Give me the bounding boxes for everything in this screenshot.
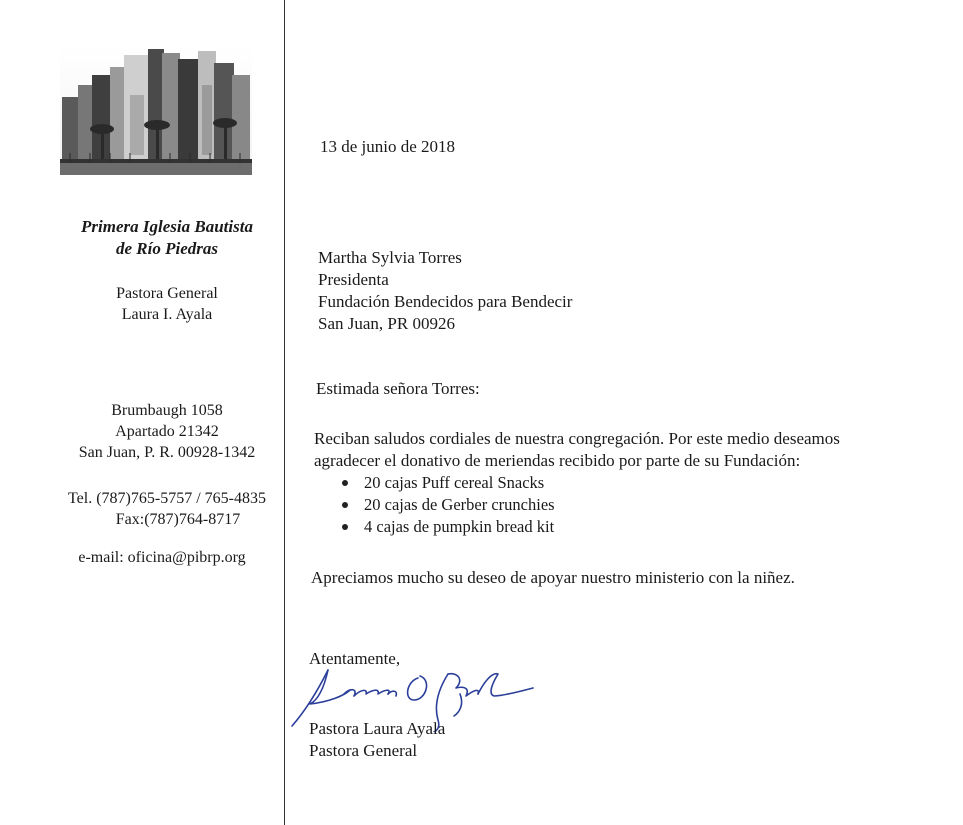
sign-off: Atentamente, bbox=[309, 649, 401, 668]
church-name-line1: Primera Iglesia Bautista bbox=[81, 217, 253, 236]
email: e-mail: oficina@pibrp.org bbox=[78, 549, 246, 566]
letter-date: 13 de junio de 2018 bbox=[320, 137, 456, 156]
donation-items-list bbox=[338, 472, 555, 538]
body-line-2: agradecer el donativo de meriendas recibido por parte de su Fundación: bbox=[314, 451, 801, 470]
column-divider bbox=[284, 0, 285, 825]
pastor-title: Pastora General bbox=[116, 285, 218, 302]
recipient-organization: Fundación Bendecidos para Bendecir bbox=[318, 292, 573, 311]
bullet-icon bbox=[342, 524, 348, 530]
address-line2: Apartado 21342 bbox=[115, 423, 219, 440]
recipient-name: Martha Sylvia Torres bbox=[318, 248, 462, 267]
body-line-1: Reciban saludos cordiales de nuestra congregación. Por este medio deseamos bbox=[314, 429, 840, 448]
bullet-icon bbox=[342, 502, 348, 508]
signer-name: Pastora Laura Ayala bbox=[309, 719, 446, 738]
salutation: Estimada señora Torres: bbox=[316, 379, 480, 398]
pastor-name: Laura I. Ayala bbox=[121, 306, 213, 323]
fax: Fax:(787)764-8717 bbox=[115, 511, 241, 528]
closing-paragraph: Apreciamos mucho su deseo de apoyar nuestro ministerio con la niñez. bbox=[311, 568, 795, 587]
address-line1: Brumbaugh 1058 bbox=[111, 402, 223, 419]
bullet-icon bbox=[342, 480, 348, 486]
list-item: 4 cajas de pumpkin bread kit bbox=[338, 516, 555, 538]
church-building-photo bbox=[60, 45, 252, 175]
signer-title: Pastora General bbox=[309, 741, 418, 760]
telephone: Tel. (787)765-5757 / 765-4835 bbox=[68, 490, 266, 507]
list-item: 20 cajas de Gerber crunchies bbox=[338, 494, 555, 516]
list-item: 20 cajas Puff cereal Snacks bbox=[338, 472, 555, 494]
address-line3: San Juan, P. R. 00928-1342 bbox=[78, 444, 256, 461]
recipient-city: San Juan, PR 00926 bbox=[318, 314, 455, 333]
recipient-title: Presidenta bbox=[318, 270, 389, 289]
church-name-line2: de Río Piedras bbox=[116, 239, 218, 258]
